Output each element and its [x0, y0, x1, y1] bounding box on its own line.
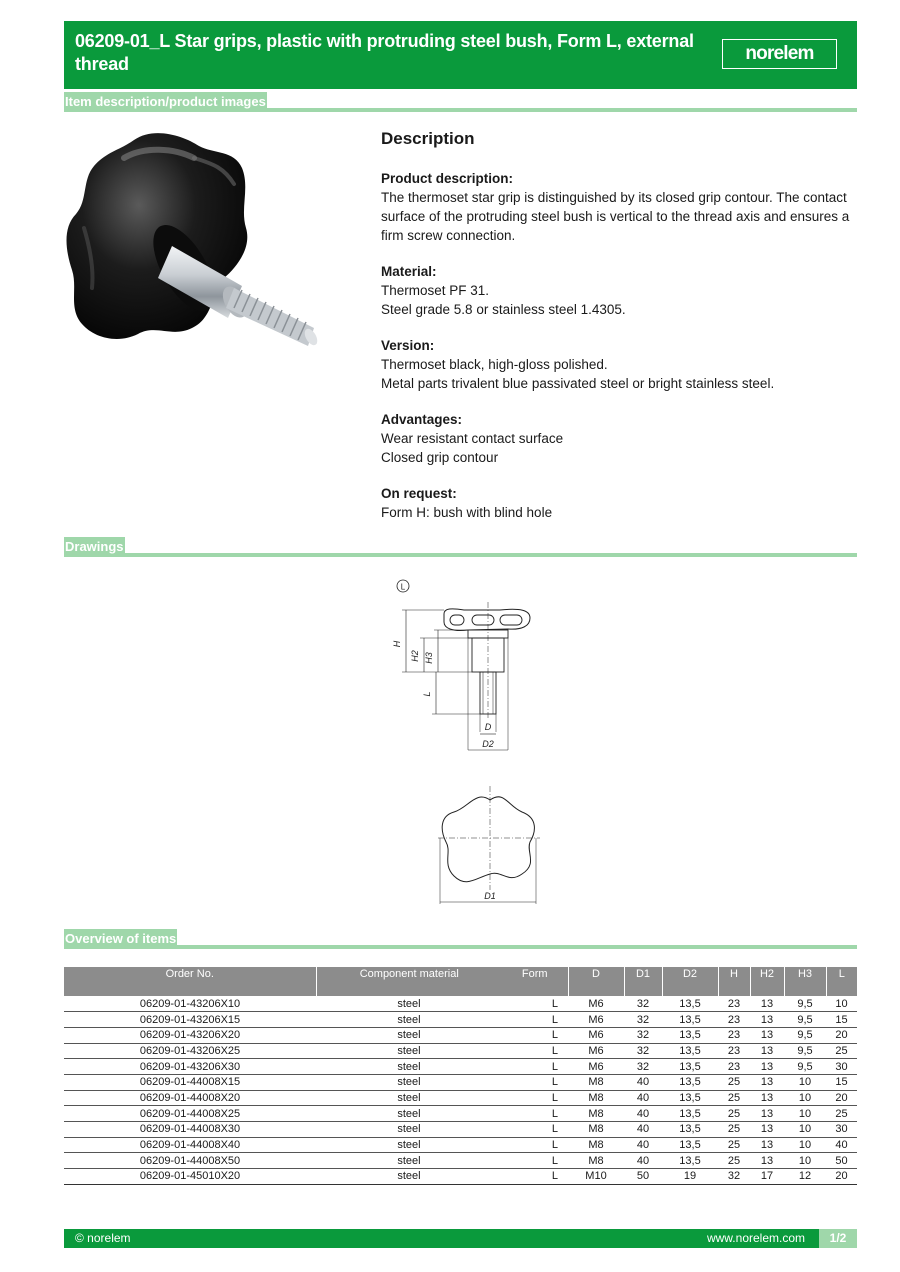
table-cell: 13 [750, 1012, 784, 1028]
desc-block-product [381, 169, 857, 245]
table-cell: 9,5 [784, 1012, 826, 1028]
table-cell: L [502, 1122, 568, 1138]
table-cell: steel [316, 1027, 502, 1043]
table-cell: 10 [784, 1090, 826, 1106]
desc-block-text: Closed grip contour [381, 450, 499, 465]
col-d2: D2 [662, 967, 718, 996]
page-footer [64, 1229, 857, 1248]
footer-copyright: © norelem [75, 1231, 131, 1245]
table-cell: 13 [750, 1122, 784, 1138]
table-cell: 13,5 [662, 1153, 718, 1169]
desc-block-text: Steel grade 5.8 or stainless steel 1.4305. [381, 302, 626, 317]
table-cell: 25 [718, 1090, 750, 1106]
table-cell: 17 [750, 1169, 784, 1185]
desc-block-text: Form H: bush with blind hole [381, 505, 553, 520]
table-row [64, 1074, 857, 1090]
table-cell: steel [316, 1169, 502, 1185]
table-cell: 12 [784, 1169, 826, 1185]
desc-block-text: Thermoset PF 31. [381, 283, 490, 298]
table-cell: 06209-01-45010X20 [64, 1169, 316, 1185]
table-cell: 19 [662, 1169, 718, 1185]
table-cell: 30 [826, 1059, 857, 1075]
table-cell: L [502, 1169, 568, 1185]
table-cell: 06209-01-44008X30 [64, 1122, 316, 1138]
table-cell: M10 [568, 1169, 624, 1185]
table-cell: steel [316, 1153, 502, 1169]
table-cell: L [502, 996, 568, 1012]
table-cell: 50 [624, 1169, 662, 1185]
table-cell: 13,5 [662, 1106, 718, 1122]
dim-l-label: L [422, 691, 432, 697]
table-cell: 13,5 [662, 1074, 718, 1090]
table-cell: 13,5 [662, 996, 718, 1012]
table-cell: 13,5 [662, 1122, 718, 1138]
col-form: Form [502, 967, 568, 996]
table-cell: 32 [624, 1043, 662, 1059]
table-cell: steel [316, 1012, 502, 1028]
table-cell: 13,5 [662, 1090, 718, 1106]
table-cell: 13 [750, 996, 784, 1012]
dim-h2-label: H2 [410, 650, 420, 662]
table-cell: L [502, 1059, 568, 1075]
table-cell: 15 [826, 1074, 857, 1090]
table-row [64, 1106, 857, 1122]
desc-block-title: On request: [381, 486, 457, 501]
table-cell: 06209-01-44008X20 [64, 1090, 316, 1106]
table-cell: M8 [568, 1137, 624, 1153]
product-image [64, 128, 326, 358]
section-label: Overview of items [64, 929, 177, 949]
technical-drawing [380, 574, 550, 914]
table-cell: 40 [624, 1074, 662, 1090]
col-h: H [718, 967, 750, 996]
desc-block-version [381, 336, 857, 393]
table-cell: 06209-01-44008X40 [64, 1137, 316, 1153]
norelem-logo: norelem [722, 39, 837, 69]
dim-h3-label: H3 [424, 652, 434, 664]
desc-block-text: The thermoset star grip is distinguished by its closed grip contour. The contact surface of the protruding steel bush is vertical to the thread axis and ensures a firm screw connection. [381, 190, 850, 243]
table-cell: steel [316, 996, 502, 1012]
table-cell: 06209-01-44008X15 [64, 1074, 316, 1090]
table-cell: 10 [784, 1122, 826, 1138]
table-cell: M8 [568, 1090, 624, 1106]
desc-block-advantages [381, 410, 857, 467]
table-cell: M6 [568, 1043, 624, 1059]
col-component-material: Component material [316, 967, 502, 996]
table-row [64, 1122, 857, 1138]
table-cell: 40 [624, 1153, 662, 1169]
desc-block-title: Product description: [381, 171, 514, 186]
table-cell: steel [316, 1074, 502, 1090]
table-cell: steel [316, 1137, 502, 1153]
table-cell: L [502, 1043, 568, 1059]
table-header-row [64, 967, 857, 996]
table-cell: 23 [718, 1043, 750, 1059]
table-cell: M6 [568, 996, 624, 1012]
table-cell: 13 [750, 1043, 784, 1059]
table-cell: 9,5 [784, 1059, 826, 1075]
table-cell: 25 [718, 1074, 750, 1090]
section-drawings [64, 537, 857, 557]
table-row [64, 1027, 857, 1043]
table-cell: 32 [718, 1169, 750, 1185]
table-body [64, 996, 857, 1184]
col-l: L [826, 967, 857, 996]
table-cell: 13 [750, 1106, 784, 1122]
table-cell: 40 [624, 1106, 662, 1122]
table-cell: 13,5 [662, 1027, 718, 1043]
table-row [64, 1169, 857, 1185]
col-order-no: Order No. [64, 967, 316, 996]
desc-block-text: Thermoset black, high-gloss polished. [381, 357, 608, 372]
table-row [64, 1153, 857, 1169]
table-cell: 06209-01-44008X25 [64, 1106, 316, 1122]
desc-block-title: Material: [381, 264, 437, 279]
table-cell: 13 [750, 1027, 784, 1043]
table-cell: 13 [750, 1090, 784, 1106]
table-cell: 25 [718, 1122, 750, 1138]
page-title: 06209-01_L Star grips, plastic with protruding steel bush, Form L, external thread [75, 31, 694, 74]
table-cell: 50 [826, 1153, 857, 1169]
table-cell: 32 [624, 1059, 662, 1075]
table-cell: 06209-01-43206X25 [64, 1043, 316, 1059]
table-cell: L [502, 1074, 568, 1090]
table-cell: 30 [826, 1122, 857, 1138]
table-cell: 9,5 [784, 1043, 826, 1059]
table-cell: 40 [624, 1122, 662, 1138]
table-cell: L [502, 1012, 568, 1028]
table-cell: M6 [568, 1027, 624, 1043]
col-h2: H2 [750, 967, 784, 996]
table-cell: steel [316, 1059, 502, 1075]
section-rule [64, 553, 857, 557]
table-cell: steel [316, 1122, 502, 1138]
table-cell: 06209-01-43206X20 [64, 1027, 316, 1043]
table-cell: 23 [718, 1012, 750, 1028]
table-cell: steel [316, 1090, 502, 1106]
table-row [64, 1059, 857, 1075]
table-cell: 06209-01-43206X15 [64, 1012, 316, 1028]
description-panel [381, 128, 857, 539]
table-cell: 13,5 [662, 1059, 718, 1075]
col-d1: D1 [624, 967, 662, 996]
table-cell: 40 [826, 1137, 857, 1153]
dim-d-label: D [484, 722, 492, 732]
table-cell: steel [316, 1043, 502, 1059]
table-cell: 40 [624, 1137, 662, 1153]
items-table [64, 967, 857, 1185]
table-cell: 32 [624, 996, 662, 1012]
table-cell: 25 [718, 1153, 750, 1169]
table-cell: steel [316, 1106, 502, 1122]
table-cell: 25 [718, 1106, 750, 1122]
col-h3: H3 [784, 967, 826, 996]
table-cell: 10 [826, 996, 857, 1012]
table-cell: 13 [750, 1137, 784, 1153]
table-cell: 10 [784, 1153, 826, 1169]
table-cell: 13,5 [662, 1137, 718, 1153]
table-cell: L [502, 1106, 568, 1122]
desc-block-text: Metal parts trivalent blue passivated steel or bright stainless steel. [381, 376, 775, 391]
table-cell: 23 [718, 996, 750, 1012]
table-cell: 9,5 [784, 1027, 826, 1043]
desc-block-on-request [381, 484, 857, 522]
section-item-description [64, 92, 857, 112]
section-rule [64, 945, 857, 949]
table-row [64, 1137, 857, 1153]
page-number: 1/2 [819, 1229, 857, 1248]
table-row [64, 1090, 857, 1106]
table-cell: 10 [784, 1106, 826, 1122]
table-cell: 40 [624, 1090, 662, 1106]
table-cell: 23 [718, 1059, 750, 1075]
table-cell: 20 [826, 1169, 857, 1185]
table-row [64, 1043, 857, 1059]
table-cell: L [502, 1090, 568, 1106]
table-cell: 06209-01-44008X50 [64, 1153, 316, 1169]
table-cell: 20 [826, 1027, 857, 1043]
table-cell: 20 [826, 1090, 857, 1106]
table-cell: 23 [718, 1027, 750, 1043]
table-cell: 10 [784, 1137, 826, 1153]
section-label: Drawings [64, 537, 125, 557]
desc-block-text: Wear resistant contact surface [381, 431, 564, 446]
page-header [64, 21, 857, 89]
table-cell: 13,5 [662, 1043, 718, 1059]
table-cell: L [502, 1153, 568, 1169]
table-cell: M8 [568, 1074, 624, 1090]
desc-block-material [381, 262, 857, 319]
table-cell: 13,5 [662, 1012, 718, 1028]
table-cell: 15 [826, 1012, 857, 1028]
section-label: Item description/product images [64, 92, 267, 112]
table-cell: 25 [826, 1043, 857, 1059]
table-cell: 9,5 [784, 996, 826, 1012]
table-cell: M6 [568, 1059, 624, 1075]
col-d: D [568, 967, 624, 996]
table-cell: 06209-01-43206X10 [64, 996, 316, 1012]
table-row [64, 1012, 857, 1028]
table-cell: L [502, 1137, 568, 1153]
section-overview [64, 929, 857, 949]
form-marker: L [400, 582, 406, 592]
description-heading: Description [381, 129, 475, 148]
table-cell: M8 [568, 1153, 624, 1169]
desc-block-title: Version: [381, 338, 435, 353]
table-cell: 06209-01-43206X30 [64, 1059, 316, 1075]
dim-d2-label: D2 [482, 739, 494, 749]
table-cell: M6 [568, 1012, 624, 1028]
table-cell: M8 [568, 1122, 624, 1138]
footer-url[interactable]: www.norelem.com [706, 1231, 805, 1245]
table-cell: 13 [750, 1074, 784, 1090]
table-cell: 25 [826, 1106, 857, 1122]
table-cell: 10 [784, 1074, 826, 1090]
table-row [64, 996, 857, 1012]
table-cell: 13 [750, 1153, 784, 1169]
desc-block-title: Advantages: [381, 412, 463, 427]
dim-h-label: H [392, 640, 402, 648]
table-cell: 32 [624, 1012, 662, 1028]
table-cell: L [502, 1027, 568, 1043]
table-cell: 32 [624, 1027, 662, 1043]
table-cell: 13 [750, 1059, 784, 1075]
table-cell: 25 [718, 1137, 750, 1153]
table-cell: M8 [568, 1106, 624, 1122]
dim-d1-label: D1 [484, 891, 496, 901]
